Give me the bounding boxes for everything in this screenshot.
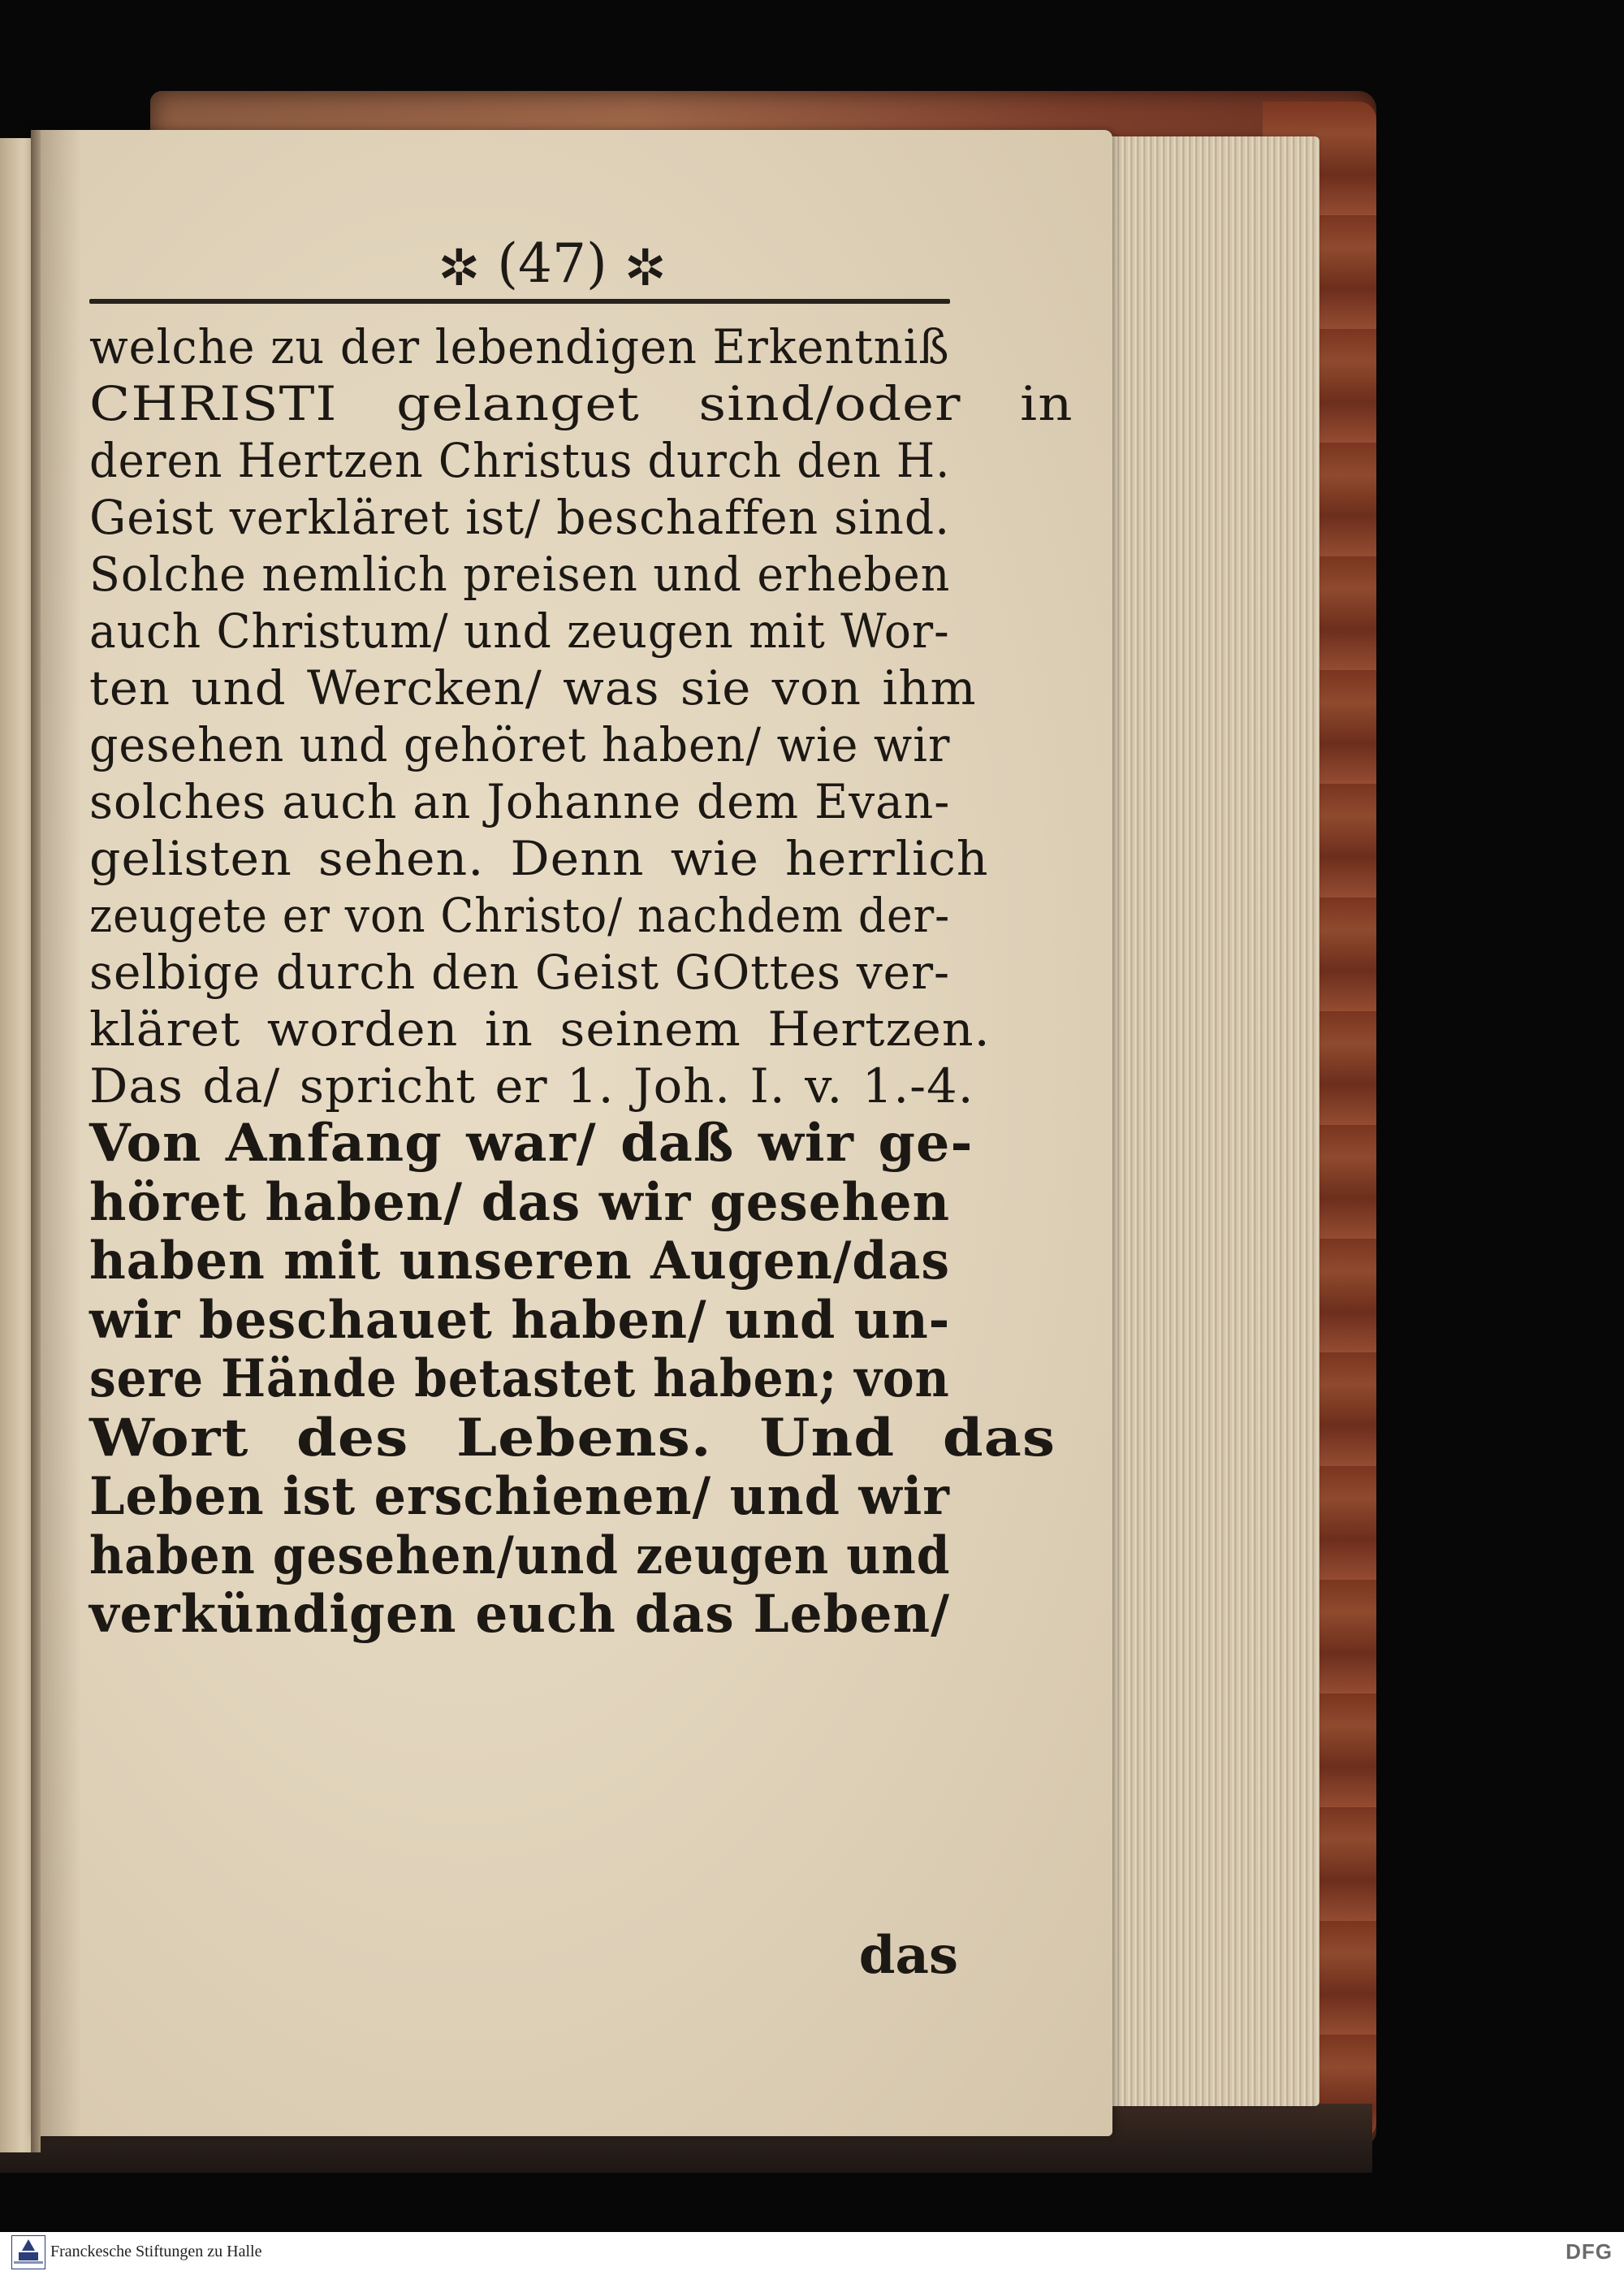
text-line: haben mit unseren Augen/das — [89, 1231, 951, 1291]
text-line: gesehen und gehöret haben/ wie wir — [89, 717, 951, 772]
text-line: Leben ist erschienen/ und wir — [89, 1466, 950, 1527]
text-line: Von Anfang war/ daß wir ge- — [89, 1113, 974, 1174]
body-text — [89, 318, 1073, 1645]
book-page — [32, 130, 1112, 2136]
text-line: deren Hertzen Christus durch den H. — [89, 433, 951, 488]
text-line: zeugete er von Christo/ nachdem der- — [89, 888, 951, 943]
footer-institution: Franckesche Stiftungen zu Halle — [50, 2243, 262, 2260]
text-line: Das da/ spricht er 1. Joh. I. v. 1.-4. — [89, 1058, 974, 1114]
text-line: verkündigen euch das Leben/ — [89, 1584, 951, 1645]
ornament-left-icon: ✲ — [438, 238, 481, 297]
text-line: CHRISTI gelanget sind/oder in — [89, 376, 1073, 431]
text-line: selbige durch den Geist GOttes ver- — [89, 945, 951, 1000]
dfg-logo: DFG — [1566, 2239, 1613, 2264]
footer-bar — [0, 2232, 1624, 2271]
text-line: Geist verkläret ist/ beschaffen sind. — [89, 490, 951, 545]
text-line: wir beschauet haben/ und un- — [89, 1289, 951, 1351]
text-line: solches auch an Johanne dem Evan- — [89, 774, 951, 829]
text-line: Solche nemlich preisen und erheben — [89, 547, 951, 602]
text-line: welche zu der lebendigen Erkentniß — [89, 319, 950, 374]
catchword: das — [858, 1925, 958, 1986]
page-number: (47) — [497, 232, 607, 295]
ornament-right-icon: ✲ — [624, 238, 667, 297]
page-fore-edges — [1088, 136, 1320, 2106]
institution-logo-icon — [11, 2235, 45, 2269]
page-header — [357, 223, 747, 305]
text-line: Wort des Lebens. Und das — [89, 1407, 1056, 1469]
text-line: gelisten sehen. Denn wie herrlich — [89, 831, 989, 886]
text-line: ten und Wercken/ was sie von ihm — [89, 660, 977, 716]
gutter — [31, 130, 41, 2152]
text-line: haben gesehen/und zeugen und — [89, 1525, 951, 1586]
text-line: auch Christum/ und zeugen mit Wor- — [89, 603, 950, 659]
header-rule — [89, 299, 950, 304]
text-line: höret haben/ das wir gesehen — [89, 1171, 951, 1233]
text-line: sere Hände betastet haben; von — [89, 1348, 950, 1409]
text-line: kläret worden in seinem Hertzen. — [89, 1001, 991, 1057]
